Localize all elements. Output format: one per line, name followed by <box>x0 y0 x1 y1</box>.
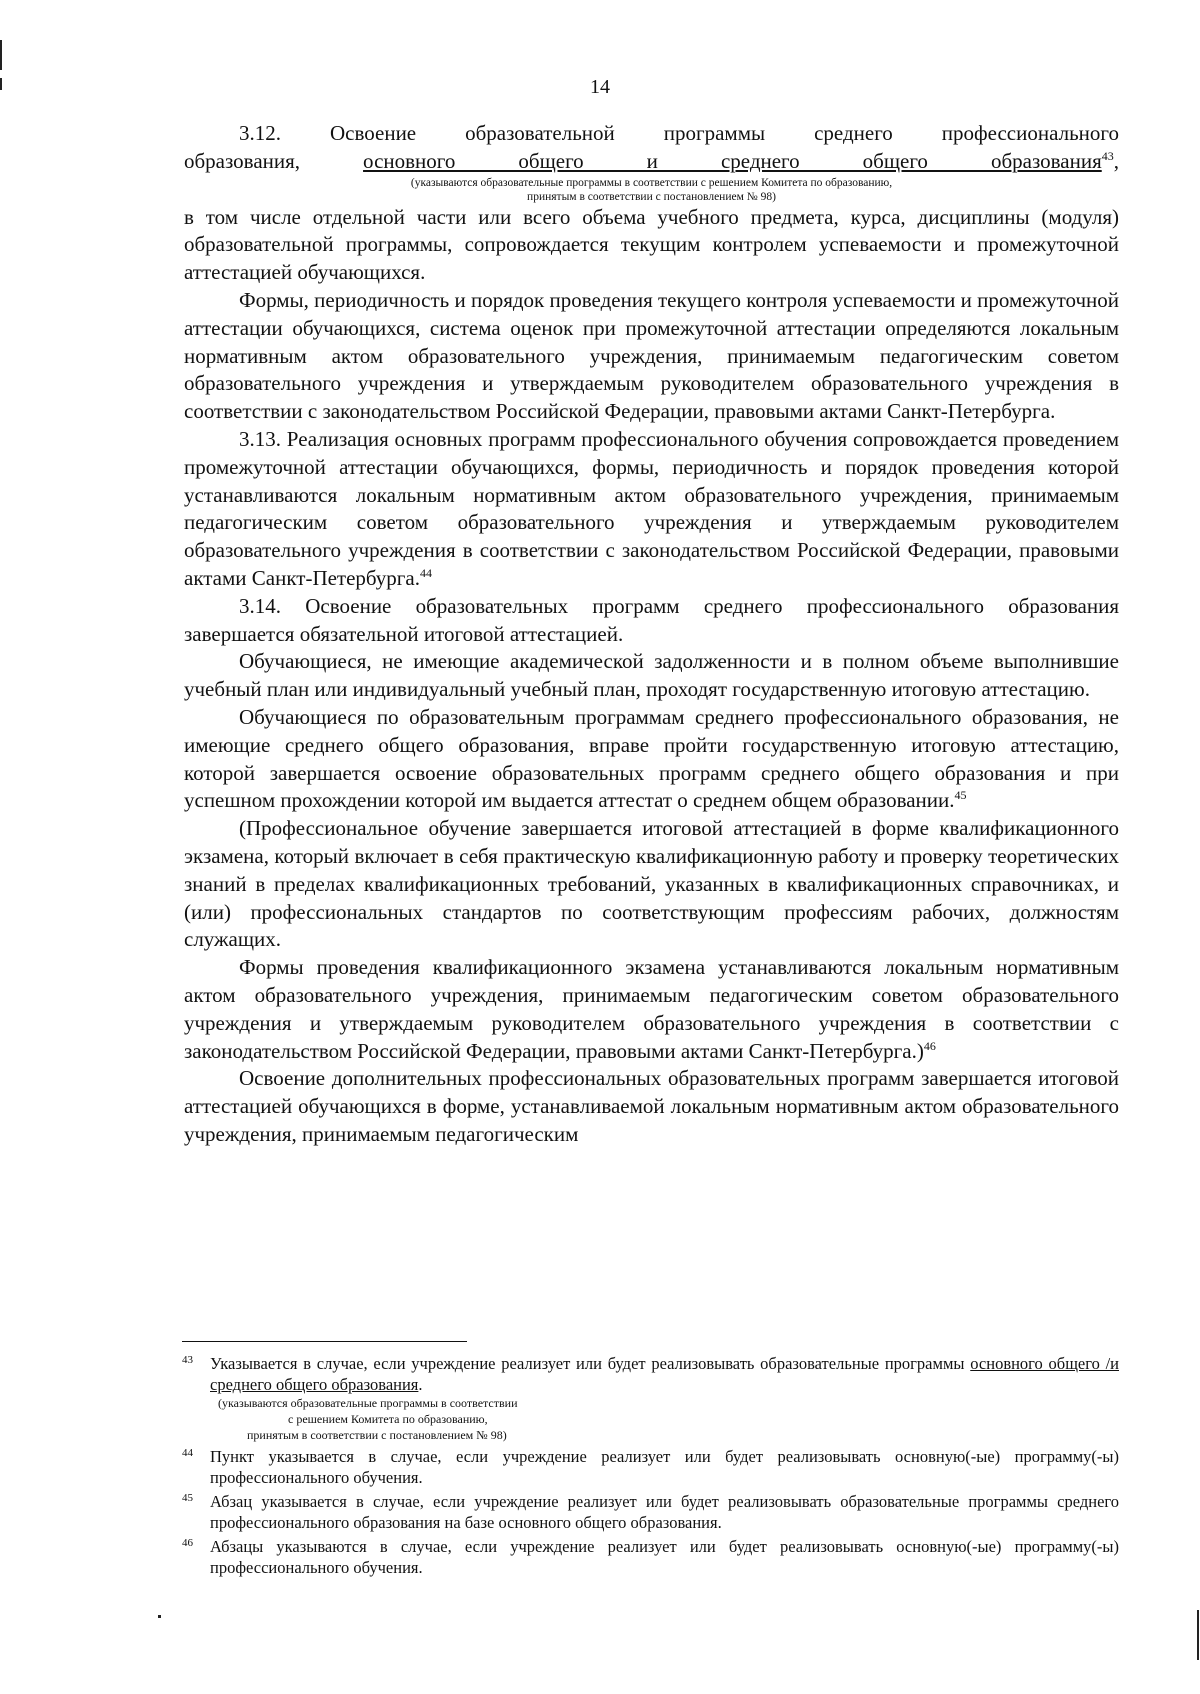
footnote-44: 44 Пункт указывается в случае, если учреждение реализует или будет реализовывать основную(-ые) программу(-ы) профессионального обучения. <box>182 1446 1119 1488</box>
footnote-caption: принятым в соответствии с постановлением № 98) <box>247 1428 507 1442</box>
program-placeholder: основного общего и среднего общего образования <box>363 148 1102 173</box>
paragraph-vocational: (Профессиональное обучение завершается итоговой аттестацией в форме квалификационного экзамена, который включает в себя практическую квалификационную работу и проверку теоретических знаний в пределах квалификационных требований, указанных в квалификационных справочниках, и (или) профессиональных стандартов по соответствующим профессиям рабочих, должностям служащих. <box>184 816 1119 952</box>
footnote-ref-45: 45 <box>954 788 967 803</box>
footnote-mark: 44 <box>182 1447 193 1459</box>
scan-artifact <box>158 1615 161 1618</box>
footnote-46: 46 Абзацы указываются в случае, если учреждение реализует или будет реализовывать основную(-ые) программу(-ы) профессионального обучения. <box>182 1536 1119 1578</box>
scan-artifact <box>0 78 2 90</box>
section-3-12 <box>184 120 1119 287</box>
footnote-45: 45 Абзац указывается в случае, если учреждение реализует или будет реализовывать образовательные программы среднего профессионального образования на базе основного общего образования. <box>182 1491 1119 1533</box>
footnote-ref-46: 46 <box>923 1038 936 1053</box>
section-3-14: 3.14. Освоение образовательных программ среднего профессионального образования завершается обязательной итоговой аттестацией. <box>184 593 1119 646</box>
footnote-ref-43: 43 <box>1101 148 1114 163</box>
section-3-12-continuation: в том числе отдельной части или всего объема учебного предмета, курса, дисциплины (модуля) образовательной программы, сопровождается текущим контролем успеваемости и промежуточной аттестацией обучающихся. <box>184 204 1119 285</box>
section-3-13: 3.13. Реализация основных программ профессионального обучения сопровождается проведением промежуточной аттестации обучающихся, формы, периодичность и порядок проведения которой устанавливаются локальным нормативным актом образовательного учреждения, принимаемым педагогическим советом образовательного учреждения и утверждаемым руководителем образовательного учреждения в соответствии с законодательством Российской Федерации, правовыми актами Санкт-Петербурга.$^{44}$ <box>184 426 1119 590</box>
footnote-ref-44: 44 <box>420 565 432 580</box>
footnote-separator <box>182 1341 467 1342</box>
footnote-caption: (указываются образовательные программы в соответствии <box>218 1396 518 1410</box>
paragraph-secondary: Обучающиеся по образовательным программам среднего профессионального образования, не имеющие среднего общего образования, вправе пройти государственную итоговую аттестацию, которой завершается освоение образовательных программ среднего общего образования и при успешном прохождении которой им выдается аттестат о среднем общем образовании.$^{45}$ <box>184 704 1119 813</box>
instruction-caption: (указываются образовательные программы в соответствии с решением Комитета по образованию, <box>410 176 893 189</box>
page-number: 14 <box>590 76 610 98</box>
footnote-mark: 46 <box>182 1537 193 1549</box>
paragraph-students: Обучающиеся, не имеющие академической задолженности и в полном объеме выполнившие учебный план или индивидуальный учебный план, проходят государственную итоговую аттестацию. <box>184 649 1119 702</box>
instruction-caption: принятым в соответствии с постановлением № 98) <box>527 190 776 203</box>
section-3-12-line2: образования, основного общего и среднего общего образования$^{43}$, <box>184 148 1119 173</box>
footnote-mark: 45 <box>182 1492 193 1504</box>
paragraph-exam-forms: Формы проведения квалификационного экзамена устанавливаются локальным нормативным актом образовательного учреждения, принимаемым педагогическим советом образовательного учреждения и утверждаемым руководителем образовательного учреждения в соответствии с законодательством Российской Федерации, правовыми актами Санкт-Петербурга.)$^{46}$ <box>184 955 1119 1063</box>
paragraph-forms: Формы, периодичность и порядок проведения текущего контроля успеваемости и промежуточной аттестации обучающихся, система оценок при промежуточной аттестации определяются локальным нормативным актом образовательного учреждения, принимаемым педагогическим советом образовательного учреждения и утверждаемым руководителем образовательного учреждения в соответствии с законодательством Российской Федерации, правовыми актами Санкт-Петербурга. <box>184 287 1119 424</box>
paragraph-additional: Освоение дополнительных профессиональных образовательных программ завершается итоговой аттестацией обучающихся в форме, устанавливаемой локальным нормативным актом образовательного учреждения, принимаемым педагогическим <box>184 1066 1119 1146</box>
footnote-caption: с решением Комитета по образованию, <box>288 1412 488 1426</box>
scan-artifact <box>1197 1610 1199 1660</box>
scan-artifact <box>0 40 2 70</box>
section-3-12-line1: 3.12. Освоение образовательной программы среднего профессионального <box>239 121 1119 145</box>
footnote-43: 43 Указывается в случае, если учреждение реализует или будет реализовывать образовательные программы основного общего /и среднего общего образования. (указываются образовательные программы в соответствии с решением Комитета по образованию, принятым в соответствии с постановлением № 98) <box>182 1353 1119 1443</box>
body-text <box>184 120 1119 1149</box>
footnotes <box>182 1353 1119 1581</box>
footnote-mark: 43 <box>182 1354 193 1366</box>
